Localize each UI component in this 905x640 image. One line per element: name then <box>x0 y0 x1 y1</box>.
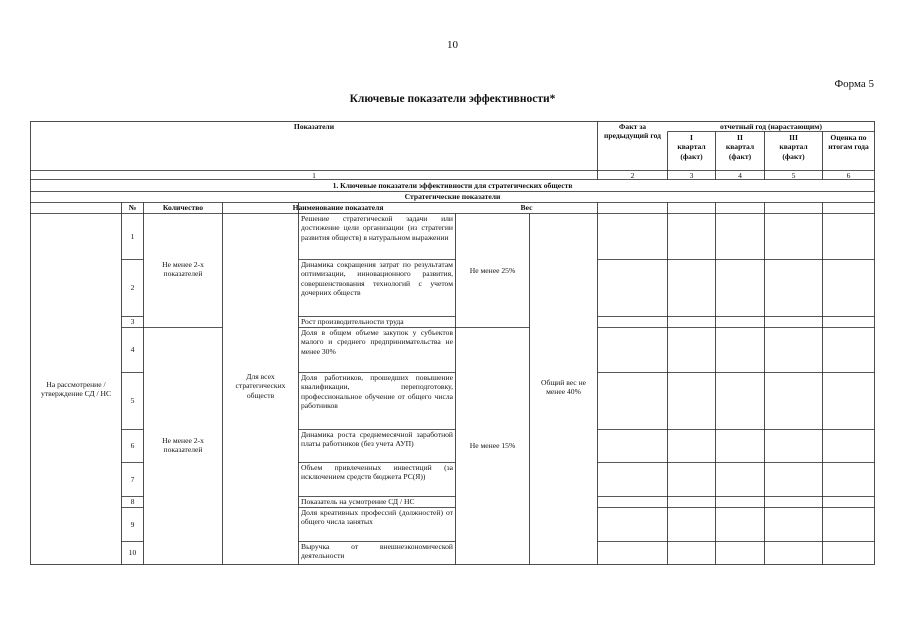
column-number: 6 <box>846 171 851 179</box>
row-number: 2 <box>130 283 135 293</box>
header-reporting-year: отчетный год (нарастающим) <box>720 122 822 131</box>
for-all-label: Для всех стратегических обществ <box>235 372 286 400</box>
row-number: 8 <box>130 497 135 507</box>
review-label: На рассмотрение /утверждение СД / НС <box>40 379 112 398</box>
header-q3: III квартал (факт) <box>779 133 808 161</box>
header-q1: I квартал (факт) <box>677 133 706 161</box>
row-number: 7 <box>130 474 135 484</box>
form-label: Форма 5 <box>834 78 874 90</box>
document-title: Ключевые показатели эффективности* <box>349 93 556 105</box>
row-number: 10 <box>128 548 137 558</box>
indicator-name: Рост производительности труда <box>301 317 404 326</box>
indicator-name: Выручка от внешнеэкономической деятельности <box>301 542 453 561</box>
subheader-name: Наименование показателя <box>292 203 384 212</box>
header-fact-prev-year: Факт за предыдущий год <box>603 122 662 141</box>
column-number: 1 <box>312 171 316 179</box>
group1-quantity: Не менее 2-х показателей <box>162 260 204 279</box>
indicator-name: Динамика сокращения затрат по результатам оптимизации, инновационного развития, совершенствования технологий с учетом дочерних обществ <box>301 260 453 297</box>
section-title: 1. Ключевые показатели эффективности для стратегических обществ <box>332 181 573 190</box>
subheader-quantity: Количество <box>162 203 204 212</box>
header-q2: II квартал (факт) <box>725 133 755 161</box>
indicator-name: Объем привлеченных инвестиций (за исключением средств бюджета РС(Я)) <box>301 463 453 482</box>
row-number: 6 <box>130 441 135 451</box>
page-number: 10 <box>447 39 458 51</box>
column-number: 5 <box>791 171 796 179</box>
group2-quantity: Не менее 2-х показателей <box>162 436 204 455</box>
indicator-name: Динамика роста среднемесячной заработной платы работников (без учета АУП) <box>301 430 453 449</box>
row-number: 9 <box>130 519 135 529</box>
column-number: 2 <box>630 171 635 179</box>
row-number: 4 <box>130 345 135 355</box>
indicator-name: Решение стратегической задачи или достижение цели организации (из стратегии развития обществ) в натуральном выражении <box>301 214 453 242</box>
indicator-name: Доля работников, прошедших повышение квалификации, переподготовку, профессиональное обучение от общего числа работников <box>301 373 453 410</box>
row-number: 3 <box>130 317 135 327</box>
column-number: 4 <box>738 171 742 179</box>
weight-group2: Не менее 15% <box>469 441 516 450</box>
column-number: 3 <box>689 171 694 179</box>
subheader-num: № <box>128 203 137 212</box>
indicator-name: Доля креативных профессий (должностей) от общего числа занятых <box>301 508 453 527</box>
subheader-weight: Вес <box>520 203 533 212</box>
weight-group1: Не менее 25% <box>469 266 516 275</box>
subsection-title: Стратегические показатели <box>404 192 501 201</box>
row-number: 5 <box>130 396 135 406</box>
indicator-name: Показатель на усмотрение СД / НС <box>301 497 415 506</box>
row-number: 1 <box>130 231 135 241</box>
header-year-estimate: Оценка по итогам года <box>828 133 869 152</box>
indicator-name: Доля в общем объеме закупок у субъектов малого и среднего предпринимательства не менее 30% <box>301 328 453 356</box>
weight-total: Общий вес не менее 40% <box>540 378 587 397</box>
header-indicators: Показатели <box>293 122 335 131</box>
